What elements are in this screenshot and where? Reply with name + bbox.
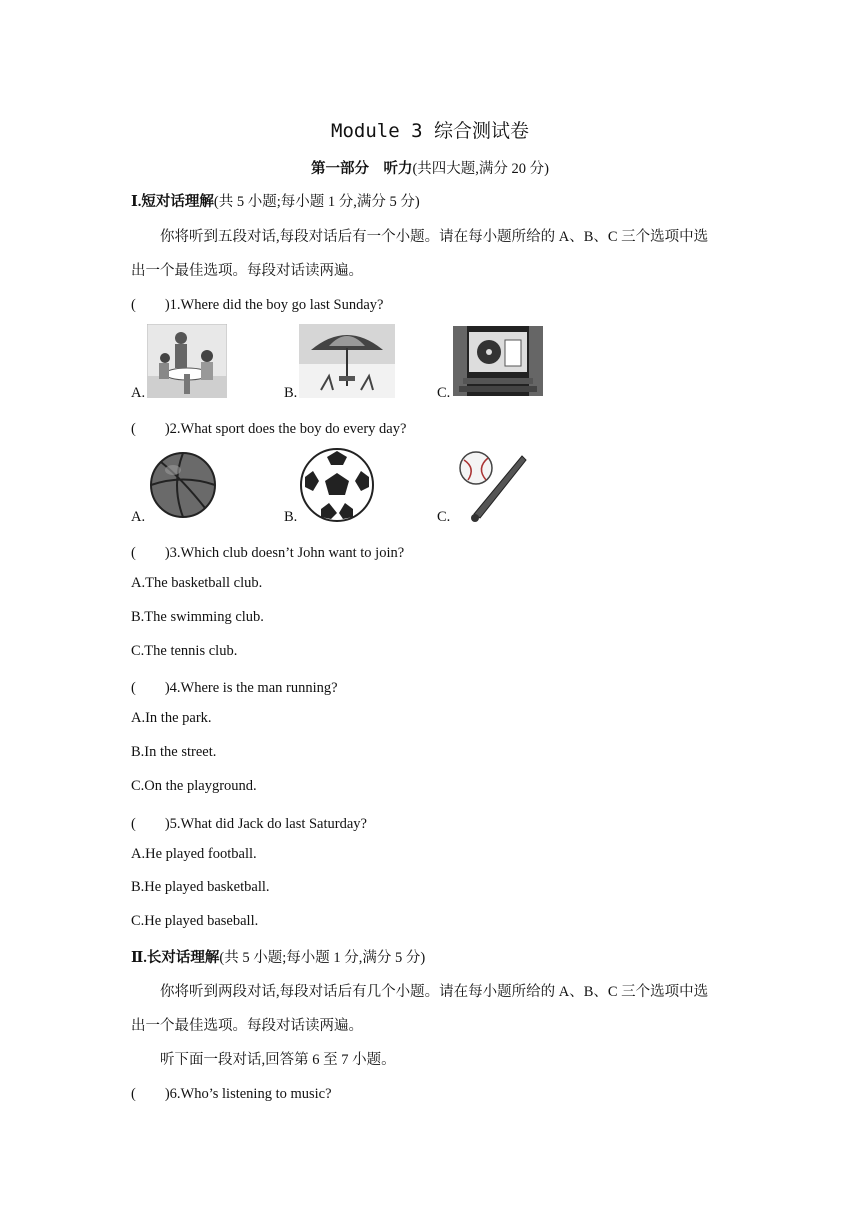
q2-option-a-label: A. <box>131 509 146 525</box>
question-4: ( )4.Where is the man running? <box>131 680 338 696</box>
section1-note: (共 5 小题;每小题 1 分,满分 5 分) <box>213 194 420 210</box>
basketball-icon <box>149 450 217 520</box>
section2-note: (共 5 小题;每小题 1 分,满分 5 分) <box>219 950 426 966</box>
section1-instruction-2: 出一个最佳选项。每段对话读两遍。 <box>131 263 363 279</box>
section2-instruction-3: 听下面一段对话,回答第 6 至 7 小题。 <box>160 1052 396 1068</box>
part-label: 第一部分 听力 <box>310 161 413 177</box>
question-6: ( )6.Who’s listening to music? <box>131 1086 332 1102</box>
beach-umbrella-icon <box>299 324 395 398</box>
q1-option-a-label: A. <box>131 385 146 401</box>
q3-option-a: A.The basketball club. <box>131 575 263 591</box>
q3-option-b: B.The swimming club. <box>131 609 264 625</box>
q2-option-c-label: C. <box>437 509 451 525</box>
q1-option-b-label: B. <box>284 385 298 401</box>
soccer-ball-icon <box>299 447 375 523</box>
question-2: ( )2.What sport does the boy do every day? <box>131 421 407 437</box>
q4-option-a: A.In the park. <box>131 710 212 726</box>
section1-title: Ⅰ.短对话理解 <box>131 194 214 210</box>
restaurant-icon <box>147 324 227 398</box>
section2-instruction-2: 出一个最佳选项。每段对话读两遍。 <box>131 1018 363 1034</box>
q2-option-b-label: B. <box>284 509 298 525</box>
question-3: ( )3.Which club doesn’t John want to join? <box>131 545 405 561</box>
q3-option-c: C.The tennis club. <box>131 643 238 659</box>
section1-instruction-1: 你将听到五段对话,每段对话后有一个小题。请在每小题所给的 A、B、C 三个选项中选 <box>160 229 709 245</box>
section2-heading <box>131 946 425 967</box>
q4-option-c: C.On the playground. <box>131 778 257 794</box>
question-1: ( )1.Where did the boy go last Sunday? <box>131 297 384 313</box>
baseball-bat-icon <box>458 450 528 524</box>
page-title: Module 3 综合测试卷 <box>331 120 529 142</box>
part-note: (共四大题,满分 20 分) <box>412 161 550 177</box>
q5-option-b: B.He played basketball. <box>131 879 270 895</box>
section1-heading <box>131 190 420 211</box>
question-5: ( )5.What did Jack do last Saturday? <box>131 816 367 832</box>
section2-title: Ⅱ.长对话理解 <box>131 950 220 966</box>
section2-instruction-1: 你将听到两段对话,每段对话后有几个小题。请在每小题所给的 A、B、C 三个选项中选 <box>160 984 709 1000</box>
q5-option-a: A.He played football. <box>131 846 257 862</box>
q1-option-c-label: C. <box>437 385 451 401</box>
q4-option-b: B.In the street. <box>131 744 217 760</box>
cinema-icon <box>453 326 543 396</box>
part-subtitle <box>0 157 860 178</box>
q5-option-c: C.He played baseball. <box>131 913 259 929</box>
